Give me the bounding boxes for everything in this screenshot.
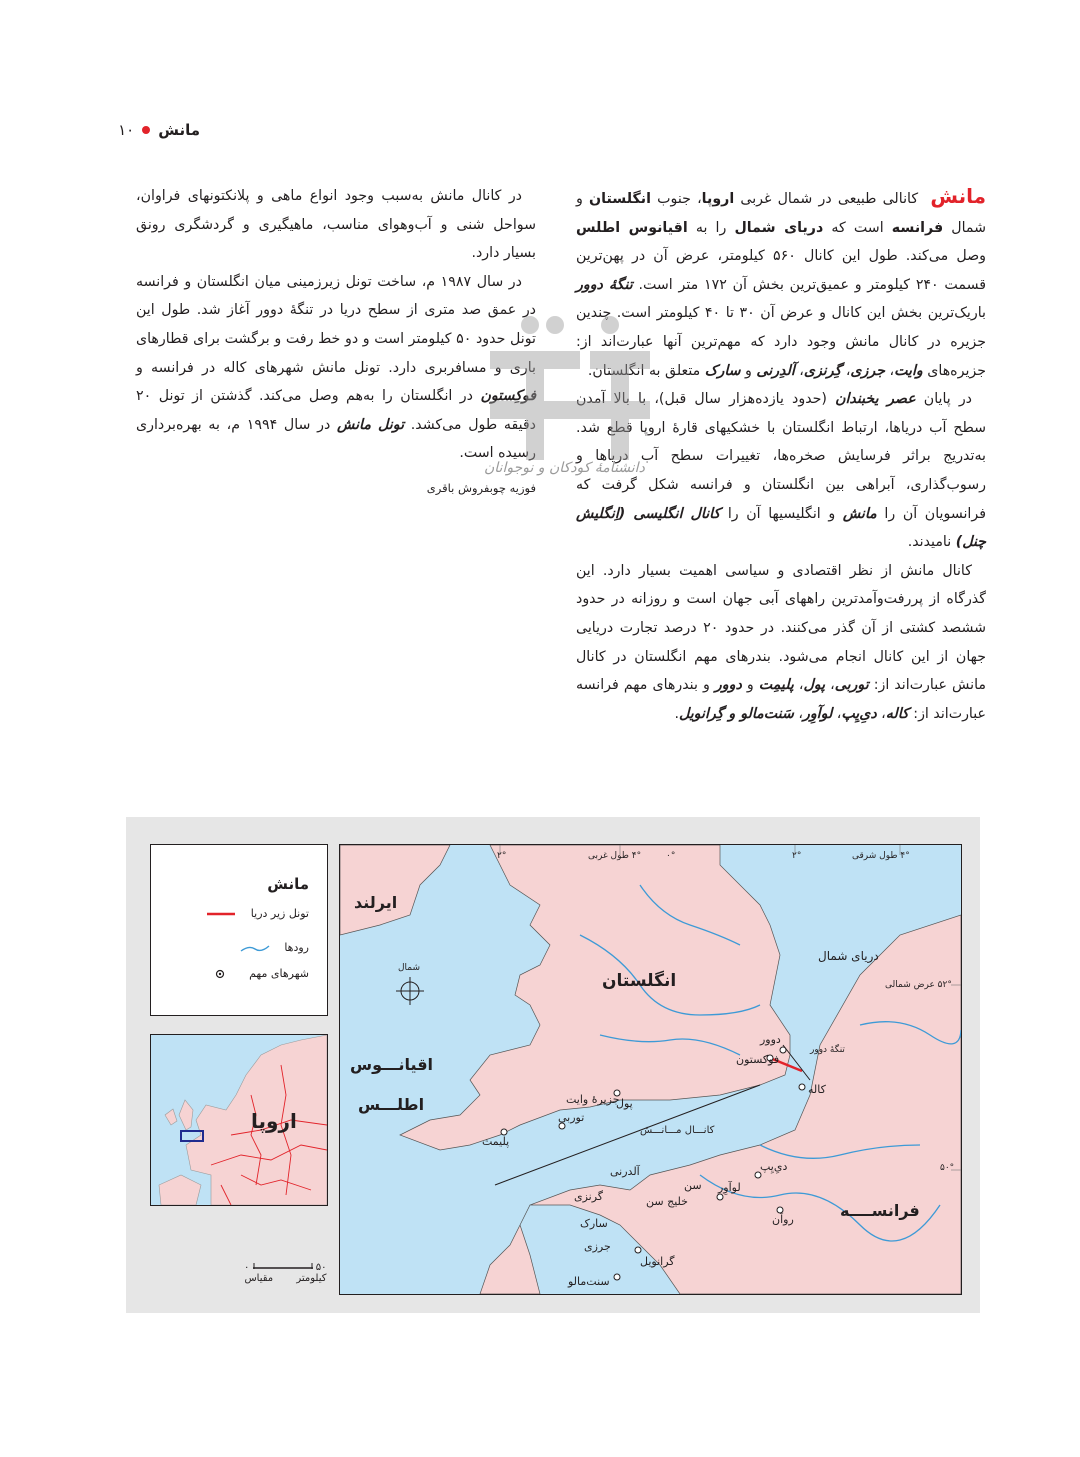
city-dover: دوور	[760, 1033, 781, 1046]
text-run: ،	[793, 705, 803, 722]
text-run: را به	[687, 219, 735, 236]
paragraph	[576, 557, 986, 729]
label-ireland: ایرلند	[354, 893, 398, 912]
emphasized-term: پلیمِت	[758, 677, 794, 694]
page-header	[80, 116, 200, 144]
graticule-label: ۵۰°	[940, 1163, 955, 1173]
island-guernsey: گرنزی	[574, 1190, 604, 1203]
text-run: و انگلیسیها آن را	[720, 505, 843, 522]
rich-text	[136, 188, 536, 261]
city-rouen: رواَن	[772, 1213, 794, 1226]
page-number: ۱۰	[118, 121, 135, 139]
text-run: ،	[793, 677, 804, 694]
paragraph	[136, 182, 536, 268]
graticule-label: ۴° طول غربی	[588, 851, 642, 861]
bullet-dot-icon	[142, 126, 150, 134]
city-folkestone: فوکستون	[736, 1053, 780, 1066]
label-england: انگلستان	[602, 971, 677, 991]
city-dot-icon	[204, 969, 236, 979]
emphasized-term: سارک	[704, 362, 741, 379]
label-dover-strait: تنگهٔ دوور	[810, 1045, 845, 1055]
chapter-title: مانش	[158, 121, 200, 139]
emphasized-term: سَنت‌مالو و گِرانویل	[678, 705, 794, 722]
label-bay-of-seine: خلیج سن	[646, 1195, 688, 1208]
text-run: باریک‌ترین بخش این کانال و عرض آن ۳۰ تا ۴۰ کیلومتر است. چندین جزیره در کانال مانش وجود دارد که مهم‌ترین آنها عبارت‌اند از: جزیره‌های	[576, 305, 986, 379]
legend-label: تونل زیر دریا	[250, 907, 309, 920]
legend-item-tunnel	[205, 907, 309, 920]
text-run: ،	[794, 362, 804, 379]
headword: مانش	[930, 184, 986, 208]
legend-label: شهرهای مهم	[249, 967, 309, 980]
city-plymouth: پلیمث	[482, 1135, 510, 1148]
scale-value: ۵۰	[315, 1262, 327, 1273]
text-run: متعلق به انگلستان.	[587, 362, 705, 379]
legend-title: مانش	[267, 875, 309, 893]
graticule-label: ۲°	[792, 851, 802, 861]
scale-bar-icon	[253, 1262, 313, 1270]
bold-term: انگلستان	[589, 191, 651, 207]
watermark-logo-icon	[470, 300, 660, 480]
scale-zero: ۰	[244, 1262, 250, 1273]
graticule-label: ۵۲° عرض شمالی	[885, 980, 952, 990]
legend-label: رودها	[284, 941, 309, 954]
inset-europe-map	[150, 1034, 328, 1206]
text-run: ،	[884, 362, 895, 379]
text-run: و	[740, 362, 757, 379]
text-run: در کانال مانش به‌سبب وجود انواع ماهی و پلانکتونهای فراوان، سواحل شنی و آب‌وهوای مناسب، ماهیگیری و گردشگری رونق بسیار دارد.	[136, 188, 536, 262]
emphasized-term: دوور	[714, 677, 742, 694]
emphasized-term: تنگهٔ دوور	[576, 276, 633, 293]
city-calais: کاله	[808, 1083, 826, 1096]
label-north: شمال	[398, 963, 421, 973]
emphasized-term: فوکِستون	[480, 388, 536, 405]
scale-label: مقیاس	[244, 1273, 274, 1284]
tunnel-line-icon	[205, 909, 237, 919]
island-wight: جزیرهٔ وایت	[566, 1093, 620, 1106]
text-run: و بندرهای مهم فرانسه عبارت‌اند از:	[576, 677, 986, 722]
text-run: ،	[832, 705, 842, 722]
emphasized-term: کانال انگلیسی (اِنگلیش چنل)	[576, 505, 986, 551]
emphasized-term: مانش	[842, 505, 877, 522]
emphasized-term: تونل مانش	[336, 416, 405, 433]
emphasized-term: وایت	[894, 362, 923, 379]
text-run: ،	[876, 705, 886, 722]
graticule-label: ۴° طول شرقی	[852, 851, 910, 861]
text-run: ، جنوب	[650, 191, 702, 207]
legend-item-cities	[204, 967, 309, 980]
text-run: نامیدند.	[907, 534, 956, 551]
text-run: ،	[841, 362, 851, 379]
label-france: فرانســــه	[840, 1201, 920, 1220]
map-legend	[150, 844, 328, 1016]
scale-unit: کیلومتر	[296, 1273, 327, 1284]
city-st-malo: سنت‌مالو	[568, 1275, 610, 1288]
bold-term: اروپا	[701, 191, 735, 207]
label-atlantic: اطلـــس	[358, 1095, 425, 1114]
island-jersey: جرزی	[584, 1240, 611, 1253]
europe-map-graphic	[151, 1035, 327, 1205]
text-run: (حدود یازده‌هزار سال قبل)، با بالا آمدن سطح آب دریاها، ارتباط انگلستان با خشکیهای قارهٔ اروپا قطع شد. به‌تدریج براثر فرسایش صخره‌ها، تغییرات سطح آب دریاها و رسوب‌گذاری، آبراهی بین انگلستان و فرانسه شکل گرفت که فرانسویان آن را	[576, 391, 986, 522]
text-run: در سال ۱۹۹۴ م، به بهره‌برداری رسیده است.	[136, 416, 536, 462]
rich-text	[576, 563, 986, 722]
bold-term: فرانسه	[891, 219, 944, 236]
channel-map-graphic	[340, 845, 961, 1294]
graticule-label: ۰°	[666, 851, 676, 861]
island-alderney: آلدرنی	[610, 1165, 640, 1178]
text-run: در سال ۱۹۸۷ م، ساخت تونل زیرزمینی میان انگلستان و فرانسه در عمق صد متری از سطح دریا در تنگهٔ دوور آغاز شد. طول این تونل حدود ۵۰ کیلومتر است و دو خط رفت و برگشت برای قطارهای باری و مسافربری دارد. تونل مانش شهرهای کاله در فرانسه و	[136, 273, 536, 376]
emphasized-term: پول	[803, 677, 826, 694]
text-run: است که	[823, 219, 892, 236]
river-seine: سن	[684, 1179, 702, 1192]
author-name: فوزیه چوبفروش باقری	[426, 480, 536, 495]
text-run: وصل می‌کند. طول این کانال ۵۶۰ کیلومتر، عرض آن در پهن‌ترین قسمت ۲۴۰ کیلومتر و عمیق‌ترین بخش آن ۱۷۲ متر است.	[576, 248, 987, 293]
text-run: .	[674, 705, 679, 722]
bold-term: اقیانوس اطلس	[576, 219, 688, 236]
main-map	[339, 844, 962, 1295]
label-europe: اروپا	[251, 1109, 297, 1133]
label-channel: کانـــال مـــانـــش	[640, 1125, 715, 1136]
text-run: کانال مانش از نظر اقتصادی و سیاسی اهمیت بسیار دارد. این گذرگاه از پررفت‌وآمدترین راههای آبی جهان است و روزانه در حدود ششصد کشتی از آن گذر می‌کنند. در حدود ۲۰ درصد تجارت دریایی جهان از این کانال انجام می‌شود. بندرهای مهم انگلستان در کانال مانش عبارت‌اند از:	[576, 562, 987, 694]
city-le-havre: لوآوِر	[718, 1181, 741, 1194]
city-torbay: توربی	[558, 1111, 585, 1124]
text-run: ،	[825, 677, 835, 694]
text-run: در انگلستان را به‌هم وصل می‌کند. گذشتن از تونل ۲۰ دقیقه طول می‌کشد.	[136, 388, 537, 433]
label-atlantic: اقیانـــوس	[350, 1055, 434, 1074]
emphasized-term: عصر یخبندان	[835, 391, 916, 408]
emphasized-term: لوآوِر	[802, 705, 833, 722]
city-poole: پول	[616, 1097, 633, 1110]
emphasized-term: آلدِرنی	[756, 362, 795, 379]
graticule-label: ۲°	[497, 851, 507, 861]
city-granville: گرانویل	[640, 1255, 675, 1268]
emphasized-term: گِرنزی	[803, 362, 842, 379]
legend-item-rivers	[239, 941, 309, 954]
text-run: و	[741, 677, 759, 694]
island-sark: سارک	[580, 1217, 608, 1230]
watermark-text: دانشنامهٔ کودکان و نوجوانان	[484, 460, 645, 476]
bold-term: دریای شمال	[734, 219, 824, 236]
map-scale	[244, 1262, 327, 1284]
emphasized-term: توربی	[834, 677, 869, 694]
emphasized-term: دیِ‌یِپ	[841, 705, 877, 722]
text-run: کانالی طبیعی در شمال غربی	[734, 191, 919, 207]
label-north-sea: دریای شمال	[818, 949, 879, 963]
river-line-icon	[239, 943, 271, 953]
emphasized-term: جرزی	[850, 362, 885, 379]
emphasized-term: کاله	[885, 705, 909, 722]
city-dieppe: دیِ‌یِپ	[760, 1160, 788, 1173]
compass-icon	[396, 977, 424, 1005]
text-run: و شمال	[576, 191, 986, 236]
text-run: در پایان	[915, 391, 972, 408]
